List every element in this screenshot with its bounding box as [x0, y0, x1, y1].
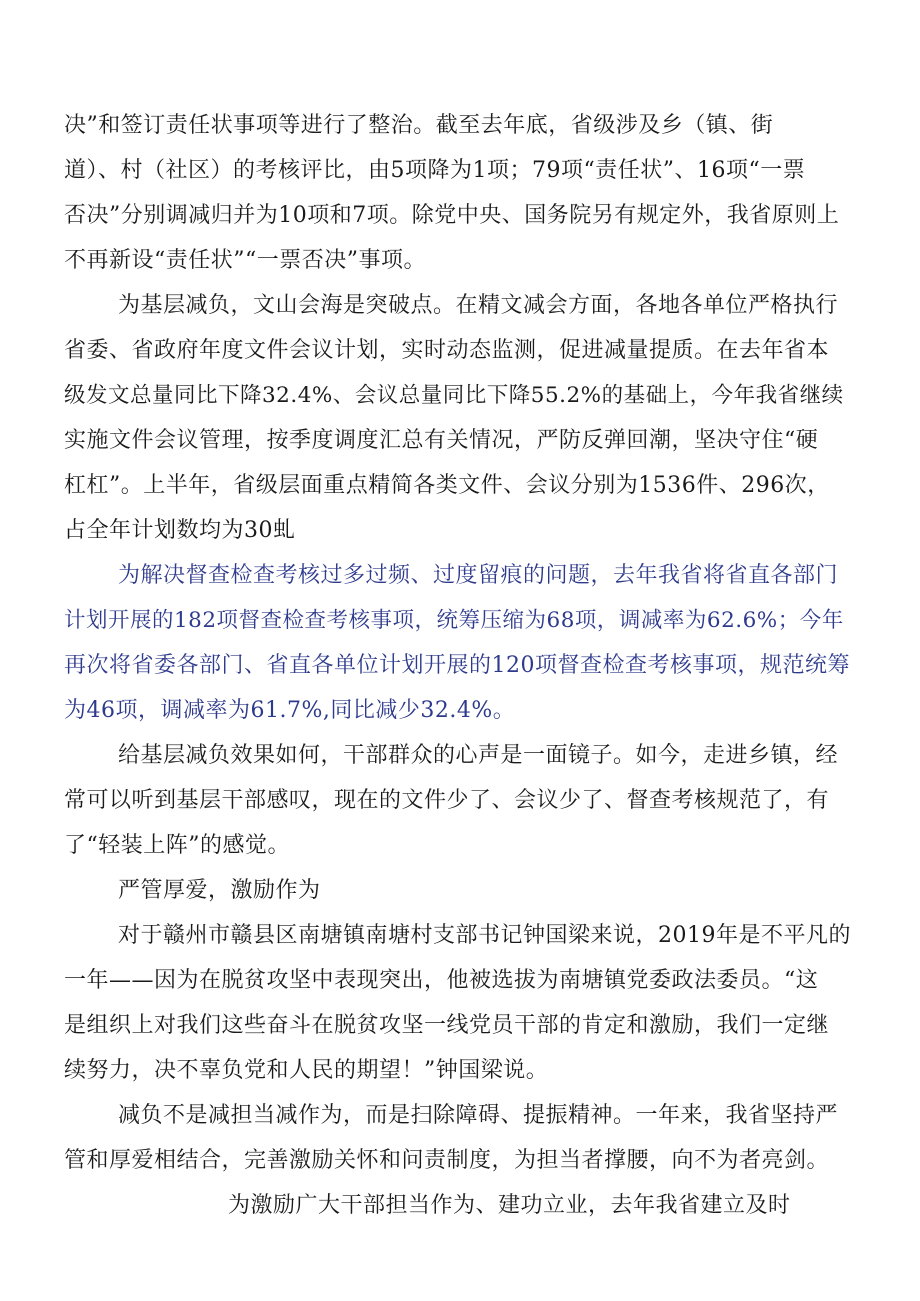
text-line: 对于赣州市赣县区南塘镇南塘村支部书记钟国梁来说，2019年是不平凡的 [118, 923, 851, 948]
section-heading: 严管厚爱，激励作为 [118, 878, 321, 903]
text-line: 杠杠”。上半年，省级层面重点精简各类文件、会议分别为1536件、296次， [64, 473, 830, 498]
text-line: 常可以听到基层干部感叹，现在的文件少了、会议少了、督查考核规范了，有 [64, 788, 830, 813]
text-line: 为激励广大干部担当作为、建功立业，去年我省建立及时 [228, 1193, 791, 1218]
text-line: 减负不是减担当减作为，而是扫除障碍、提振精神。一年来，我省坚持严 [118, 1103, 839, 1128]
text-line: 不再新设“责任状”“一票否决”事项。 [64, 248, 426, 273]
text-line: 了“轻装上阵”的感觉。 [64, 833, 290, 858]
text-line: 决”和签订责任状事项等进行了整治。截至去年底，省级涉及乡（镇、街 [64, 113, 774, 138]
text-line: 省委、省政府年度文件会议计划，实时动态监测，促进减量提质。在去年省本 [64, 338, 830, 363]
text-line: 实施文件会议管理，按季度调度汇总有关情况，严防反弹回潮，坚决守住“硬 [64, 428, 819, 453]
text-line: 给基层减负效果如何，干部群众的心声是一面镜子。如今，走进乡镇，经 [118, 743, 839, 768]
text-line: 占全年计划数均为30虬 [64, 518, 296, 543]
text-line: 为解决督查检查考核过多过频、过度留痕的问题，去年我省将省直各部门 [118, 563, 839, 588]
text-line: 是组织上对我们这些奋斗在脱贫攻坚一线党员干部的肯定和激励，我们一定继 [64, 1013, 830, 1038]
text-line: 管和厚爱相结合，完善激励关怀和问责制度，为担当者撑腰，向不为者亮剑。 [64, 1148, 830, 1173]
text-line: 计划开展的182项督查检查考核事项，统筹压缩为68项，调减率为62.6%；今年 [64, 608, 844, 633]
text-line: 道）、村（社区）的考核评比，由5项降为1项；79项“责任状”、16项“一票 [64, 158, 806, 183]
text-line: 为基层减负，文山会海是突破点。在精文减会方面，各地各单位严格执行 [118, 293, 839, 318]
text-line: 再次将省委各部门、省直各单位计划开展的120项督查检查考核事项，规范统筹 [64, 653, 850, 678]
text-line: 续努力，决不辜负党和人民的期望！”钟国梁说。 [64, 1058, 549, 1083]
text-line: 一年——因为在脱贫攻坚中表现突出，他被选拔为南塘镇党委政法委员。“这 [64, 968, 819, 993]
text-line: 为46项，调减率为61.7%,同比减少32.4%。 [64, 698, 516, 723]
text-line: 否决”分别调减归并为10项和7项。除党中央、国务院另有规定外，我省原则上 [64, 203, 840, 228]
text-line: 级发文总量同比下降32.4%、会议总量同比下降55.2%的基础上，今年我省继续 [64, 383, 844, 408]
